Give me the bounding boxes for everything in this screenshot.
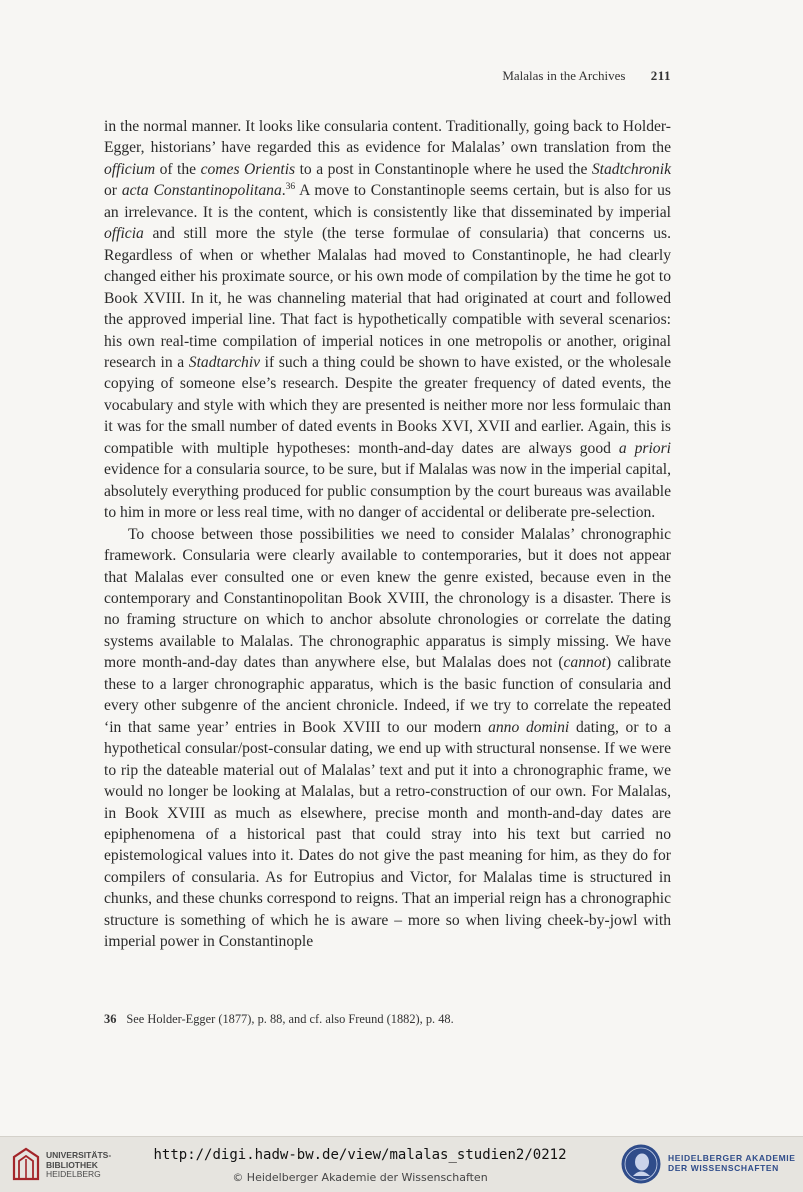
academy-seal-icon[interactable] [620,1143,662,1185]
footnote-text: See Holder-Egger (1877), p. 88, and cf. also Freund (1882), p. 48. [126,1012,454,1026]
italic-term: anno domini [488,718,570,736]
library-line-1: UNIVERSITÄTS- [46,1150,112,1160]
italic-term: acta Constantinopolitana [121,182,282,200]
italic-term: a priori [618,439,672,457]
library-line-3: HEIDELBERG [46,1169,101,1179]
text-run: evidence for a consularia source, to be sure, but if Malalas was now in the imperial capital, absolutely everything produced for public consumption by the court bureaus was available to him in more or less real time, with no danger of accidental or deliberate pre-selection. [104,461,671,522]
permalink-url[interactable]: http://digi.hadw-bw.de/view/malalas_studien2/0212 [153,1147,567,1163]
text-run: to a post in Constantinople where he used the [295,160,592,178]
italic-term: Stadtarchiv [188,353,261,371]
text-run: A move to Constantinople seems certain, but is also for us an irrelevance. It is the content, which is consistently like that disseminated by imperial [104,182,671,221]
text-run: . [281,182,286,200]
text-run: of the [155,160,201,178]
page-number: 211 [650,68,671,83]
main-text [104,116,671,953]
paragraph-2 [104,524,671,953]
footnote-reference[interactable]: 36 [285,182,296,193]
text-run: dating, or to a hypothetical consular/post-consular dating, we end up with structural nonsense. If we were to rip the dateable material out of Malalas’ text and put it into a chronographic frame, we would no longer be looking at Malalas, but a retro-construction of our own. For Malalas, in Book XVIII as much as elsewhere, precise month and month-and-day dates are epiphenomena of a historical past that could stray into his text but carried no epistemological values into it. Dates do not give the past meaning for him, as they do for compilers of consularia. As for Eutropius and Victor, for Malalas time is structured in chunks, and these chunks correspond to reigns. That an imperial reign has a chronographic structure is something of which he is aware – more so when living cheek-by-jowl with imperial power in Constantinople [104,718,672,951]
footnote-number: 36 [104,1012,117,1026]
text-run: ) calibrate these to a larger chronographic apparatus, which is the basic function of consularia and every other subgenre of the ancient chronicle. Indeed, if we try to correlate the repeated ‘in that same year’ entries in Book XVIII to our modern [104,654,671,736]
academy-line-1: HEIDELBERGER AKADEMIE [668,1153,796,1163]
text-run: To choose between those possibilities we need to consider Malalas’ chronographic framework. Consularia were clearly available to contemporaries, but it does not appear that Malalas ever consulted one or even knew the genre existed, because even in the contemporary and Constantinopolitan Book XVIII, the chronology is a disaster. There is no framing structure on which to anchor absolute chronologies or correlate the dating systems available to Malalas. The chronographic apparatus is simply missing. We have more month-and-day dates than anywhere else, but Malalas does not ( [104,525,671,672]
italic-term: cannot [563,654,606,672]
text-run: in the normal manner. It looks like consularia content. Traditionally, going back to Holder-Egger, historians’ have regarded this as evidence for Malalas’ own translation from the [104,118,671,157]
running-head-title: Malalas in the Archives [502,68,626,83]
footer-bar [0,1136,803,1192]
text-run: and still more the style (the terse formulae of consularia) that concerns us. Regardless of when or whether Malalas had moved to Constantinople, he had clearly changed either his proximate source, or his own mode of compilation by the time he got to Book XVIII. In it, he was channeling material that had originated at court and followed the approved imperial line. That fact is hypothetically compatible with several scenarios: his own real-time compilation of imperial notices in one metropolis or another, original research in a [104,225,671,371]
academy-line-2: DER WISSENSCHAFTEN [668,1163,779,1173]
text-run: or [104,182,122,200]
library-line-2: BIBLIOTHEK [46,1159,98,1170]
copyright: © Heidelberger Akademie der Wissenschaften [232,1171,488,1184]
footnote [104,1012,671,1027]
text-run: if such a thing could be shown to have existed, or the wholesale copying of someone else’s research. Despite the greater frequency of dated events, the vocabulary and style with which they are presented is neither more nor less formulaic than it was for the small number of dated events in Books XVI, XVII and earlier. Again, this is compatible with multiple hypotheses: month-and-day dates are always good [104,353,671,457]
permalink [0,1147,720,1163]
italic-term: comes Orientis [200,160,296,178]
italic-term: Stadtchronik [591,160,671,178]
academy-name [668,1153,796,1173]
italic-term: officia [104,225,144,243]
paragraph-1 [104,116,671,524]
italic-term: officium [104,160,156,178]
running-head [104,68,671,84]
